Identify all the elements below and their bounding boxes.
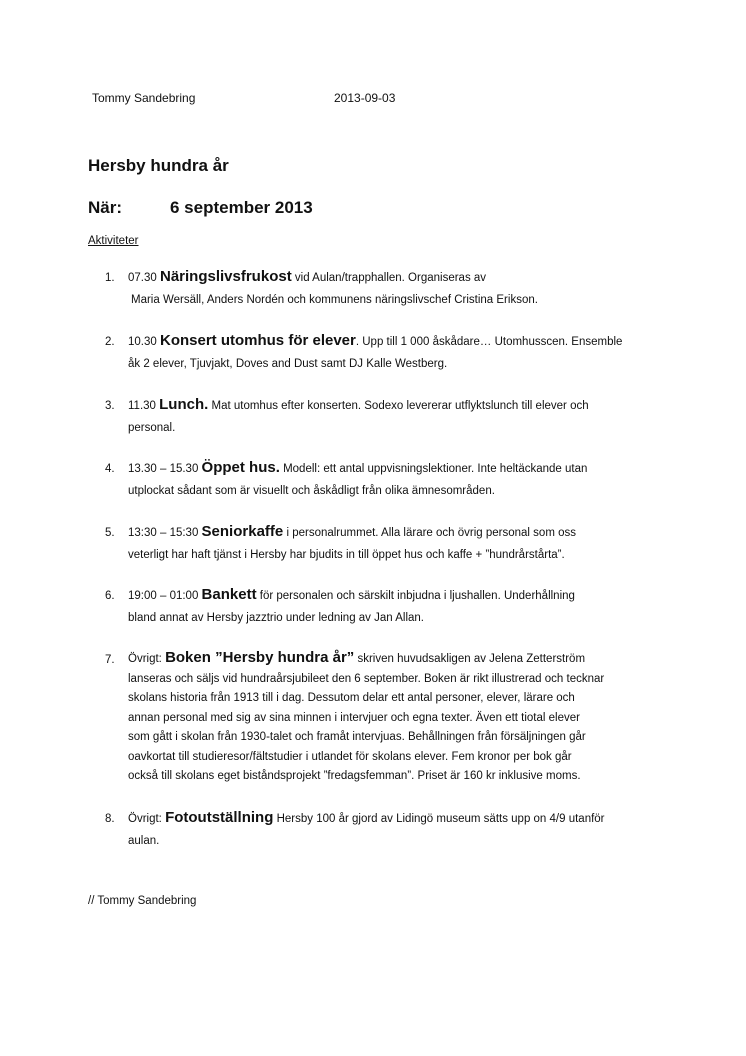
item-body bbox=[128, 330, 658, 375]
item-line: annan personal med sig av sina minnen i intervjuer och egna texter. Även ett tiotal elever bbox=[128, 711, 580, 724]
item-text: Mat utomhus efter konserten. Sodexo levererar utflyktslunch till elever och bbox=[208, 400, 589, 412]
item-text: Hersby 100 år gjord av Lidingö museum sätts upp on 4/9 utanför bbox=[273, 813, 605, 825]
item-line: aulan. bbox=[128, 834, 160, 847]
when-label: När: bbox=[88, 198, 123, 217]
item-line: som gått i skolan från 1930-talet och framåt intervjuas. Behållningen från försäljningen går bbox=[128, 731, 586, 743]
item-line: veterligt har haft tjänst i Hersby har bjudits in till öppet hus och kaffe + ”hundrårstårta”. bbox=[128, 548, 565, 561]
item-prefix: 11.30 bbox=[128, 400, 160, 412]
item-number: 3. bbox=[105, 400, 115, 412]
item-body bbox=[128, 266, 658, 311]
item-bold: Näringslivsfrukost bbox=[159, 268, 292, 285]
when-value: 6 september 2013 bbox=[170, 198, 313, 217]
item-prefix: Övrigt: bbox=[128, 653, 166, 665]
item-number: 8. bbox=[105, 813, 115, 825]
item-number: 7. bbox=[105, 654, 115, 666]
item-body bbox=[128, 807, 658, 852]
item-line: Maria Wersäll, Anders Nordén och kommunens näringslivschef Cristina Erikson. bbox=[131, 293, 538, 306]
signature: // Tommy Sandebring bbox=[88, 895, 197, 907]
item-number: 4. bbox=[105, 463, 115, 475]
item-line: oavkortat till studieresor/fältstudier i utlandet för skolans elever. Fem kronor per bok går bbox=[128, 750, 572, 763]
item-bold: Konsert utomhus för elever bbox=[159, 332, 356, 349]
item-number: 6. bbox=[105, 590, 115, 602]
item-text: . Upp till 1 000 åskådare… Utomhusscen. Ensemble bbox=[355, 336, 623, 348]
item-text: skriven huvudsakligen av Jelena Zetterström bbox=[354, 653, 586, 665]
item-bold: Öppet hus. bbox=[201, 459, 280, 476]
item-line: också till skolans eget biståndsprojekt ”fredagsfemman”. Priset är 160 kr inklusive moms. bbox=[128, 770, 581, 782]
item-prefix: 19:00 – 01:00 bbox=[128, 590, 202, 602]
item-bold: Seniorkaffe bbox=[201, 523, 284, 540]
item-text: för personalen och särskilt inbjudna i ljushallen. Underhållning bbox=[256, 590, 575, 602]
item-body bbox=[128, 648, 658, 787]
item-bold: Fotoutställning bbox=[165, 809, 274, 826]
item-prefix: 07.30 bbox=[128, 272, 160, 284]
item-body bbox=[128, 457, 658, 502]
item-number: 5. bbox=[105, 527, 115, 539]
item-text: Modell: ett antal uppvisningslektioner. Inte heltäckande utan bbox=[279, 463, 588, 475]
item-line: bland annat av Hersby jazztrio under ledning av Jan Allan. bbox=[128, 611, 424, 624]
item-line: lanseras och säljs vid hundraårsjubileet den 6 september. Boken är rikt illustrerad och tecknar bbox=[128, 672, 605, 685]
item-text: i personalrummet. Alla lärare och övrig personal som oss bbox=[283, 527, 576, 539]
item-line: personal. bbox=[128, 421, 176, 434]
item-body bbox=[128, 394, 658, 439]
item-prefix: 13.30 – 15.30 bbox=[128, 463, 202, 475]
header-date: 2013-09-03 bbox=[334, 91, 396, 105]
item-prefix: Övrigt: bbox=[128, 813, 166, 825]
item-line: utplockat sådant som är visuellt och åskådligt från olika ämnesområden. bbox=[128, 484, 495, 497]
page-title: Hersby hundra år bbox=[88, 156, 229, 175]
header-author: Tommy Sandebring bbox=[92, 91, 196, 105]
item-body bbox=[128, 584, 658, 629]
item-bold: Bankett bbox=[201, 586, 257, 603]
item-number: 1. bbox=[105, 272, 115, 284]
item-body bbox=[128, 521, 658, 566]
item-prefix: 13:30 – 15:30 bbox=[128, 527, 202, 539]
item-number: 2. bbox=[105, 336, 115, 348]
item-line: åk 2 elever, Tjuvjakt, Doves and Dust samt DJ Kalle Westberg. bbox=[128, 357, 448, 370]
item-bold: Lunch. bbox=[159, 396, 209, 413]
item-prefix: 10.30 bbox=[128, 336, 160, 348]
section-heading: Aktiviteter bbox=[88, 235, 139, 247]
item-line: skolans historia från 1913 till i dag. Dessutom delar ett antal personer, elever, lärare och bbox=[128, 692, 575, 704]
item-bold: Boken ”Hersby hundra år” bbox=[165, 649, 355, 666]
item-text: vid Aulan/trapphallen. Organiseras av bbox=[291, 272, 487, 284]
